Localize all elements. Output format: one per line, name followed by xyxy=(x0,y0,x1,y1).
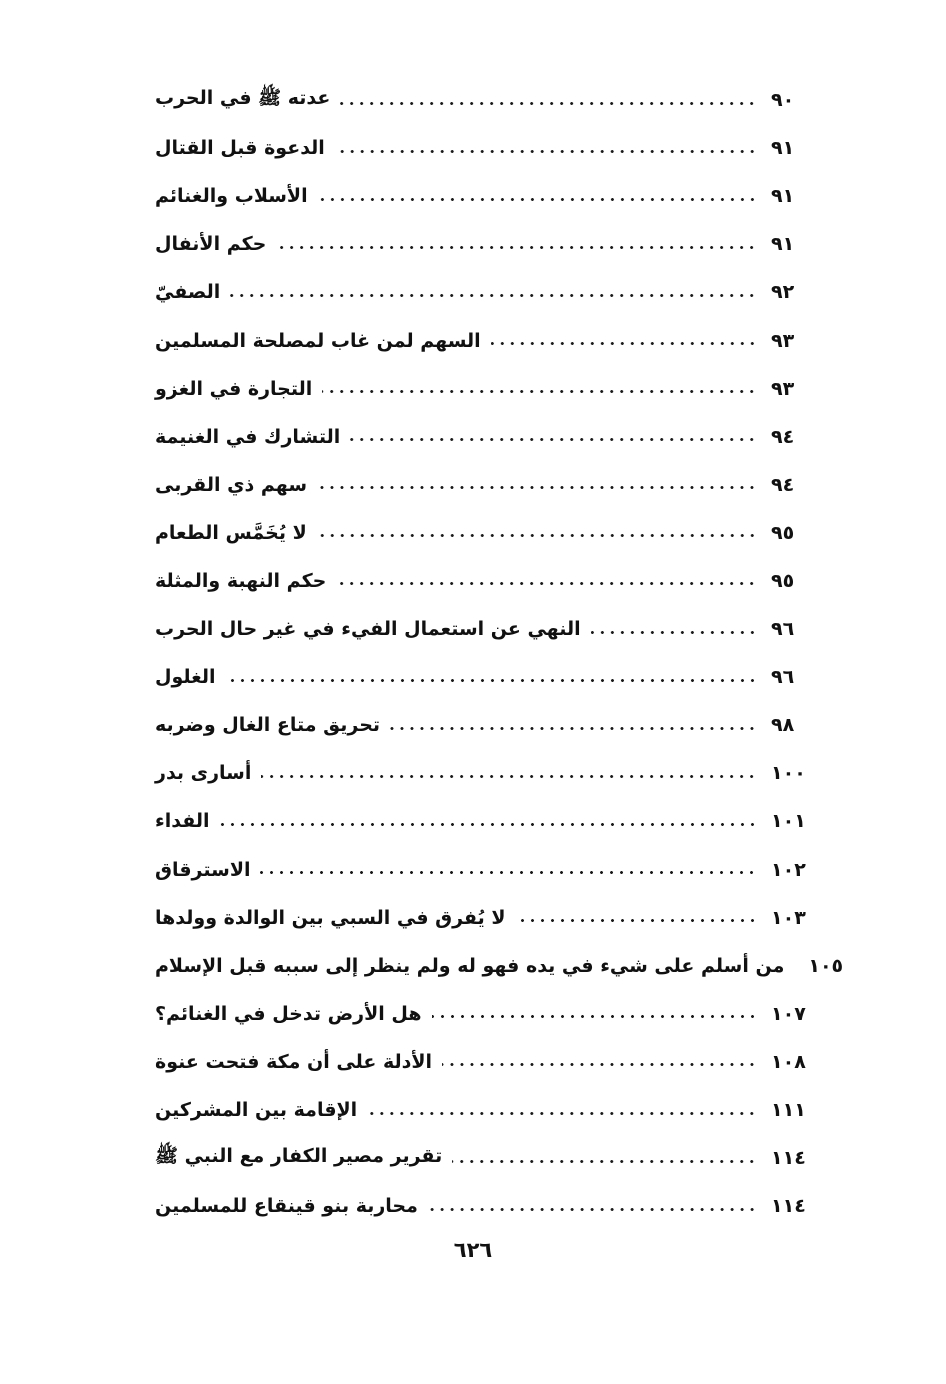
toc-entry-title: لا يُخَمَّس الطعام xyxy=(155,521,307,544)
leader-dots xyxy=(317,534,757,537)
table-of-contents xyxy=(145,76,844,1230)
toc-entry xyxy=(145,990,817,1038)
toc-entry xyxy=(145,1086,817,1134)
toc-entry-page: ٩٣ xyxy=(771,329,795,352)
leader-dots xyxy=(220,823,757,826)
toc-entry-page: ٩١ xyxy=(771,233,795,256)
leader-dots xyxy=(230,294,757,297)
leader-dots xyxy=(340,102,757,105)
toc-entry-page: ١٠١ xyxy=(771,810,806,833)
toc-entry-page: ٩١ xyxy=(771,137,795,160)
toc-entry-page: ٩٢ xyxy=(771,281,795,304)
toc-entry-title: الأدلة على أن مكة فتحت عنوة xyxy=(155,1050,433,1073)
toc-entry-page: ١٠٨ xyxy=(771,1050,806,1073)
toc-entry-page: ٩٥ xyxy=(771,521,795,544)
toc-entry-title: حكم النهبة والمثلة xyxy=(155,569,327,592)
leader-dots xyxy=(322,390,757,393)
toc-entry-page: ٩٦ xyxy=(771,666,795,689)
leader-dots xyxy=(350,438,757,441)
toc-entry-title: السهم لمن غاب لمصلحة المسلمين xyxy=(155,329,481,352)
toc-entry-title: الفداء xyxy=(155,810,210,833)
toc-entry-title: لا يُفرق في السبي بين الوالدة وولدها xyxy=(155,906,506,929)
leader-dots xyxy=(317,486,757,489)
toc-entry xyxy=(145,557,817,605)
leader-dots xyxy=(432,1015,758,1018)
toc-entry xyxy=(145,365,817,413)
toc-entry xyxy=(145,268,817,316)
toc-entry-page: ١٠٢ xyxy=(771,858,806,881)
leader-dots xyxy=(318,198,757,201)
toc-entry-title: تحريق متاع الغال وضربه xyxy=(155,714,381,737)
toc-entry-title: الدعوة قبل القتال xyxy=(155,137,325,160)
toc-entry-page: ٩٣ xyxy=(771,377,795,400)
toc-entry-title: محاربة بنو قينقاع للمسلمين xyxy=(155,1195,418,1218)
leader-dots xyxy=(276,246,757,249)
toc-entry xyxy=(145,653,817,701)
toc-entry xyxy=(145,509,817,557)
toc-entry-page: ٩٦ xyxy=(771,618,795,641)
leader-dots xyxy=(516,919,758,922)
toc-entry xyxy=(145,1038,817,1086)
toc-entry-page: ١٠٧ xyxy=(771,1002,806,1025)
toc-entry xyxy=(145,124,817,172)
toc-entry-title: سهم ذي القربى xyxy=(155,473,308,496)
leader-dots xyxy=(428,1208,757,1211)
toc-entry xyxy=(145,413,817,461)
leader-dots xyxy=(452,1160,757,1163)
toc-entry-title: التجارة في الغزو xyxy=(155,377,313,400)
toc-entry xyxy=(145,1182,817,1230)
toc-entry-page: ١١٤ xyxy=(771,1195,806,1218)
leader-dots xyxy=(335,150,757,153)
toc-entry-page: ٩٨ xyxy=(771,714,795,737)
toc-entry-page: ١٠٠ xyxy=(771,762,806,785)
leader-dots xyxy=(336,582,757,585)
toc-entry-page: ١٠٥ xyxy=(808,954,844,977)
leader-dots xyxy=(261,775,757,778)
toc-entry-title: هل الأرض تدخل في الغنائم؟ xyxy=(155,1002,422,1025)
toc-entry-page: ٩١ xyxy=(771,185,795,208)
toc-entry-page: ٩٤ xyxy=(771,425,795,448)
toc-entry xyxy=(145,701,817,749)
leader-dots xyxy=(226,679,757,682)
toc-entry-title: تقرير مصير الكفار مع النبي ﷺ xyxy=(155,1145,443,1168)
toc-entry xyxy=(145,172,817,220)
toc-entry-title: أسارى بدر xyxy=(155,762,252,785)
leader-dots xyxy=(260,871,757,874)
toc-entry xyxy=(145,797,817,845)
toc-entry xyxy=(145,461,817,509)
toc-entry-page: ٩٤ xyxy=(771,473,795,496)
leader-dots xyxy=(591,631,757,634)
toc-entry-title: الصفيّ xyxy=(155,281,221,304)
toc-entry xyxy=(145,76,817,124)
toc-entry xyxy=(145,220,817,268)
page-number: ٦٢٦ xyxy=(453,1238,493,1262)
toc-entry-title: الغلول xyxy=(155,666,216,689)
toc-entry xyxy=(145,894,817,942)
toc-entry-page: ١٠٣ xyxy=(771,906,806,929)
toc-entry-title: من أسلم على شيء في يده فهو له ولم ينظر إلى سببه قبل الإسلام xyxy=(155,954,785,977)
leader-dots xyxy=(442,1063,757,1066)
leader-dots xyxy=(491,342,757,345)
toc-entry xyxy=(145,942,844,990)
toc-entry-title: عدته ﷺ في الحرب xyxy=(155,87,331,110)
toc-entry xyxy=(145,1134,817,1182)
toc-entry-title: الاسترقاق xyxy=(155,858,251,881)
toc-entry-title: التشارك في الغنيمة xyxy=(155,425,341,448)
toc-entry xyxy=(145,846,817,894)
toc-entry xyxy=(145,749,817,797)
toc-entry xyxy=(145,605,817,653)
toc-entry-page: ٩٠ xyxy=(771,89,795,112)
toc-entry-page: ١١٤ xyxy=(771,1147,806,1170)
toc-entry xyxy=(145,316,817,364)
leader-dots xyxy=(367,1112,757,1115)
toc-entry-title: الأسلاب والغنائم xyxy=(155,185,308,208)
toc-entry-title: حكم الأنفال xyxy=(155,233,267,256)
toc-entry-page: ٩٥ xyxy=(771,569,795,592)
toc-entry-title: النهي عن استعمال الفيء في غير حال الحرب xyxy=(155,618,581,641)
toc-entry-title: الإقامة بين المشركين xyxy=(155,1099,358,1122)
leader-dots xyxy=(390,727,757,730)
toc-entry-page: ١١١ xyxy=(771,1099,806,1122)
